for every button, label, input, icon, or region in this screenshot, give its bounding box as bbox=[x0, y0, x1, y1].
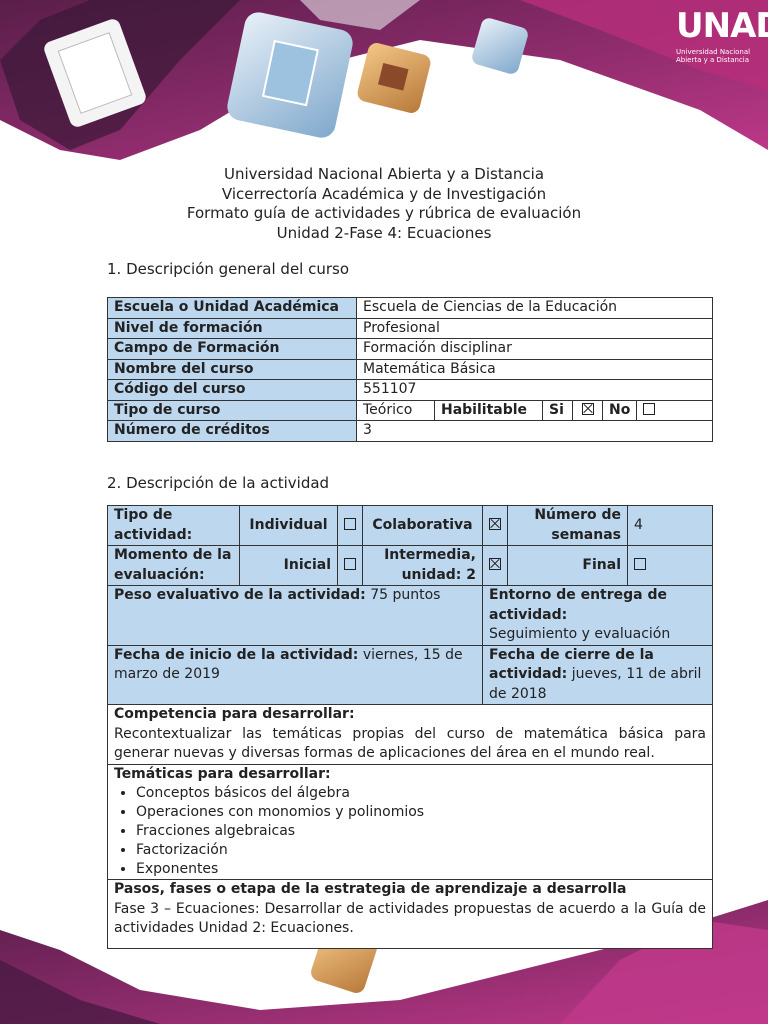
campo-label: Campo de Formación bbox=[108, 339, 357, 360]
entorno-cell bbox=[483, 586, 713, 646]
unad-logo bbox=[676, 6, 783, 64]
habilitable-label: Habilitable bbox=[435, 400, 543, 421]
nivel-label: Nivel de formación bbox=[108, 318, 357, 339]
creditos-value: 3 bbox=[357, 421, 713, 442]
num-semanas-value: 4 bbox=[628, 506, 713, 546]
pasos-label: Pasos, fases o etapa de la estrategia de aprendizaje a desarrolla bbox=[114, 881, 627, 897]
escuela-label: Escuela o Unidad Académica bbox=[108, 298, 357, 319]
section1-title: 1. Descripción general del curso bbox=[107, 260, 350, 278]
table-row bbox=[108, 764, 713, 880]
table-row bbox=[108, 705, 713, 765]
codigo-value: 551107 bbox=[357, 380, 713, 401]
header-line3: Formato guía de actividades y rúbrica de evaluación bbox=[186, 204, 582, 222]
final-checkbox bbox=[628, 546, 713, 586]
header-line2: Vicerrectoría Académica y de Investigación bbox=[221, 184, 547, 203]
peso-value: 75 puntos bbox=[370, 587, 441, 603]
codigo-label: Código del curso bbox=[108, 380, 357, 401]
no-label: No bbox=[603, 400, 637, 421]
empty-box-icon bbox=[344, 518, 356, 530]
entorno-label: Entorno de entrega de actividad: bbox=[489, 587, 668, 623]
empty-box-icon bbox=[643, 403, 655, 415]
table-row bbox=[108, 586, 713, 646]
tematicas-label: Temáticas para desarrollar: bbox=[114, 765, 331, 782]
table-row bbox=[108, 298, 713, 319]
table-row bbox=[108, 506, 713, 546]
tematicas-list bbox=[114, 784, 706, 879]
entorno-value: Seguimiento y evaluación bbox=[489, 626, 671, 642]
num-semanas-label: Número de semanas bbox=[508, 506, 628, 546]
final-label: Final bbox=[508, 546, 628, 586]
checked-box-icon bbox=[489, 518, 501, 530]
tipo-value: Teórico bbox=[357, 400, 435, 421]
pasos-cell bbox=[108, 880, 713, 949]
tipo-actividad-label: Tipo de actividad: bbox=[108, 506, 240, 546]
inicio-label: Fecha de inicio de la actividad: bbox=[114, 646, 359, 663]
nombre-label: Nombre del curso bbox=[108, 359, 357, 380]
competencia-text: Recontextualizar las temáticas propias del curso de matemática básica para generar nuevas y diversas formas de aplicaciones del área en el mundo real. bbox=[114, 725, 706, 761]
cierre-cell bbox=[483, 645, 713, 705]
no-checkbox bbox=[637, 400, 713, 421]
empty-box-icon bbox=[634, 558, 646, 570]
header-line4: Unidad 2-Fase 4: Ecuaciones bbox=[276, 223, 492, 242]
pasos-text: Fase 3 – Ecuaciones: Desarrollar de actividades propuestas de acuerdo a la Guía de actividades Unidad 2: Ecuaciones. bbox=[114, 900, 706, 936]
tematicas-cell bbox=[108, 764, 713, 880]
campo-value: Formación disciplinar bbox=[357, 339, 713, 360]
competencia-cell bbox=[108, 705, 713, 765]
table-row bbox=[108, 400, 713, 421]
list-item: • Factorización bbox=[136, 841, 706, 860]
table-row bbox=[108, 339, 713, 360]
nombre-value: Matemática Básica bbox=[357, 359, 713, 380]
list-item: • Exponentes bbox=[136, 860, 706, 879]
logo-line2: Abierta y a Distancia bbox=[676, 56, 750, 64]
tipo-label: Tipo de curso bbox=[108, 400, 357, 421]
logo-mark: UNAD bbox=[676, 6, 783, 46]
logo-line1: Universidad Nacional bbox=[676, 48, 751, 56]
peso-cell bbox=[108, 586, 483, 646]
inicio-value: viernes, 15 de marzo de 2019 bbox=[114, 646, 463, 682]
table-row bbox=[108, 546, 713, 586]
nivel-value: Profesional bbox=[357, 318, 713, 339]
inicial-checkbox bbox=[338, 546, 363, 586]
table-row bbox=[108, 880, 713, 949]
table-row bbox=[108, 645, 713, 705]
momento-label: Momento de la evaluación: bbox=[108, 546, 240, 586]
document-header bbox=[0, 165, 768, 243]
competencia-label: Competencia para desarrollar: bbox=[114, 706, 355, 722]
intermedia-label: Intermedia, unidad: 2 bbox=[363, 546, 483, 586]
inicio-cell bbox=[108, 645, 483, 705]
activity-table bbox=[107, 505, 713, 949]
colaborativa-label: Colaborativa bbox=[363, 506, 483, 546]
header-line1: Universidad Nacional Abierta y a Distancia bbox=[223, 165, 545, 183]
si-checkbox bbox=[573, 400, 603, 421]
table-row bbox=[108, 318, 713, 339]
colaborativa-checkbox bbox=[483, 506, 508, 546]
clipboard-icon bbox=[225, 10, 355, 140]
course-table bbox=[107, 297, 713, 442]
individual-label: Individual bbox=[240, 506, 338, 546]
intermedia-checkbox bbox=[483, 546, 508, 586]
empty-box-icon bbox=[344, 558, 356, 570]
creditos-label: Número de créditos bbox=[108, 421, 357, 442]
peso-label: Peso evaluativo de la actividad: bbox=[114, 587, 366, 603]
table-row bbox=[108, 421, 713, 442]
section2-title: 2. Descripción de la actividad bbox=[107, 474, 330, 492]
cierre-value: jueves, 11 de abril de 2018 bbox=[489, 666, 702, 702]
checked-box-icon bbox=[489, 558, 501, 570]
table-row bbox=[108, 380, 713, 401]
inicial-label: Inicial bbox=[240, 546, 338, 586]
list-item: • Conceptos básicos del álgebra bbox=[136, 784, 706, 803]
list-item: • Fracciones algebraicas bbox=[136, 822, 706, 841]
individual-checkbox bbox=[338, 506, 363, 546]
si-label: Si bbox=[543, 400, 573, 421]
cierre-label: Fecha de cierre de la actividad: bbox=[489, 646, 654, 682]
table-row bbox=[108, 359, 713, 380]
checked-box-icon bbox=[582, 403, 594, 415]
list-item: • Operaciones con monomios y polinomios bbox=[136, 803, 706, 822]
escuela-value: Escuela de Ciencias de la Educación bbox=[357, 298, 713, 319]
